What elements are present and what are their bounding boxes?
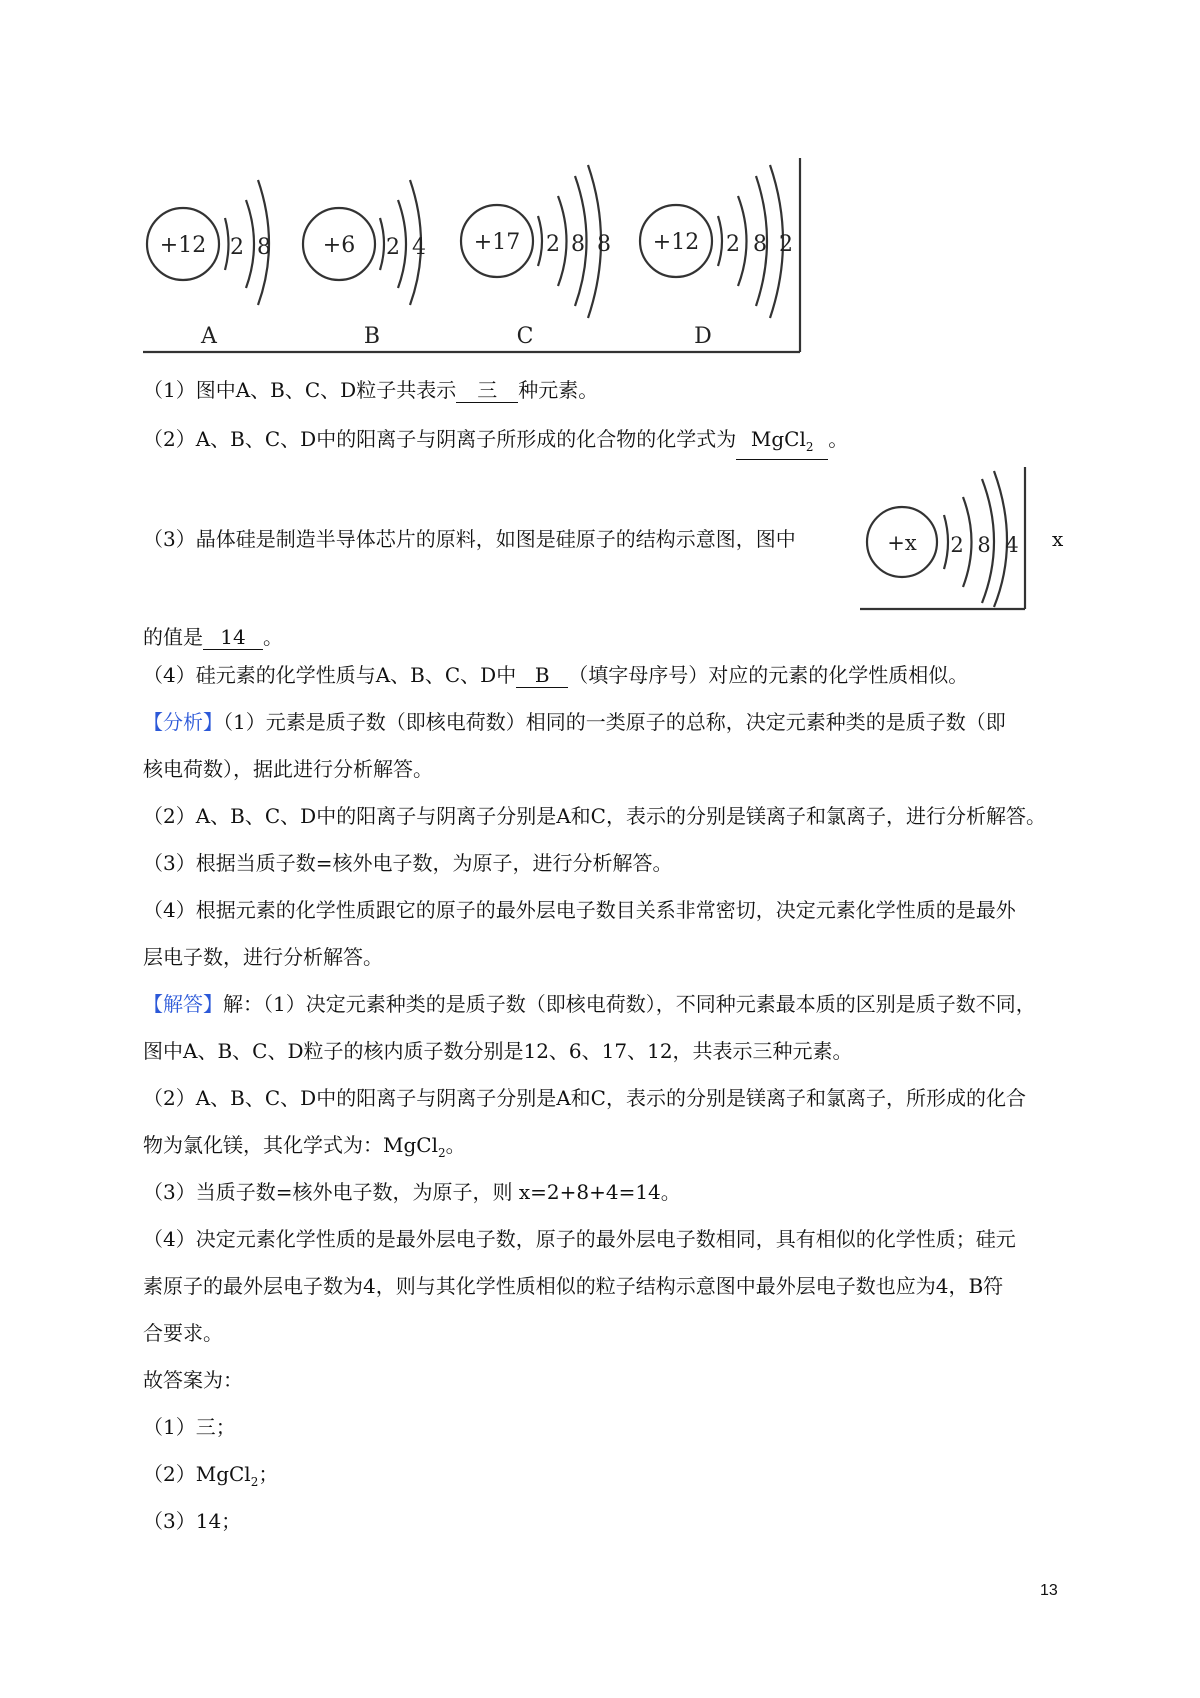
analysis-tag: 【分析】 — [143, 710, 223, 734]
atom-d-nucleus-label: +12 — [652, 230, 700, 255]
answer-blank-2: MgCl$_2$ — [736, 427, 828, 460]
atom-a-shell-2: 8 — [257, 235, 271, 260]
atom-d-shell-1: 2 — [726, 232, 740, 257]
silicon-shell-1: 2 — [950, 533, 964, 557]
atom-d-shell-2: 8 — [753, 232, 767, 257]
final-answer-3: （3）14； — [143, 1509, 242, 1533]
atom-a-label: A — [201, 324, 217, 349]
atomic-structure-figure — [0, 0, 1200, 360]
analysis-line-2: 核电荷数），据此进行分析解答。 — [143, 757, 433, 781]
atom-c-shell-3: 8 — [597, 232, 611, 257]
atom-d-label: D — [694, 324, 712, 349]
final-answer-1: （1）三； — [143, 1415, 236, 1439]
atom-c-shell-1: 2 — [546, 232, 560, 257]
atom-a-nucleus-label: +12 — [159, 233, 207, 258]
analysis-line-6: 层电子数，进行分析解答。 — [143, 945, 383, 969]
solution-line-4: 物为氯化镁，其化学式为：MgCl$_2$。 — [143, 1133, 466, 1160]
atom-a-shell-1: 2 — [230, 235, 244, 260]
answer-blank-1: 三 — [456, 378, 518, 403]
atom-b-label: B — [363, 324, 381, 349]
atom-c-nucleus-label: +17 — [473, 230, 521, 255]
atom-b-shell-1: 2 — [386, 235, 400, 260]
silicon-atom-figure — [860, 465, 1040, 613]
solution-line-3: （2）A、B、C、D中的阳离子与阴离子分别是A和C，表示的分别是镁离子和氯离子，所形成的化合 — [143, 1086, 1026, 1110]
solution-line-7: 素原子的最外层电子数为4，则与其化学性质相似的粒子结构示意图中最外层电子数也应为4，B符 — [143, 1274, 1004, 1298]
analysis-line-3: （2）A、B、C、D中的阳离子与阴离子分别是A和C，表示的分别是镁离子和氯离子，进行分析解答。 — [143, 804, 1046, 828]
analysis-line-4: （3）根据当质子数=核外电子数，为原子，进行分析解答。 — [143, 851, 673, 875]
question-3-continued: 的值是 14 。 — [143, 625, 283, 649]
atom-c-shell-2: 8 — [571, 232, 585, 257]
question-3-variable: x — [1052, 527, 1064, 551]
silicon-shell-2: 8 — [977, 533, 991, 557]
final-heading: 故答案为： — [143, 1368, 243, 1392]
analysis-line-1: 【分析】（1）元素是质子数（即核电荷数）相同的一类原子的总称，决定元素种类的是质子数（即 — [143, 710, 1006, 734]
atom-c-label: C — [516, 324, 534, 349]
solution-line-8: 合要求。 — [143, 1321, 223, 1345]
solution-tag: 【解答】 — [143, 992, 223, 1016]
solution-line-2: 图中A、B、C、D粒子的核内质子数分别是12、6、17、12，共表示三种元素。 — [143, 1039, 853, 1063]
answer-blank-4: B — [516, 663, 568, 688]
solution-line-5: （3）当质子数=核外电子数，为原子，则 x=2+8+4=14。 — [143, 1180, 681, 1204]
silicon-nucleus-label: +x — [887, 531, 917, 555]
answer-blank-3: 14 — [203, 625, 263, 650]
atom-d-shell-3: 2 — [779, 232, 793, 257]
page-number: 13 — [1040, 1582, 1058, 1599]
silicon-shell-3: 4 — [1005, 533, 1019, 557]
question-4: （4）硅元素的化学性质与A、B、C、D中 B （填字母序号）对应的元素的化学性质相似。 — [143, 663, 969, 687]
question-2: （2）A、B、C、D中的阳离子与阴离子所形成的化合物的化学式为 MgCl$_2$ 。 — [143, 424, 848, 460]
solution-line-6: （4）决定元素化学性质的是最外层电子数，原子的最外层电子数相同，具有相似的化学性质；硅元 — [143, 1227, 1016, 1251]
question-3: （3）晶体硅是制造半导体芯片的原料，如图是硅原子的结构示意图，图中 — [143, 527, 796, 551]
question-1: （1）图中A、B、C、D粒子共表示 三 种元素。 — [143, 378, 599, 402]
atom-b-nucleus-label: +6 — [322, 233, 356, 258]
solution-line-1: 【解答】解：（1）决定元素种类的是质子数（即核电荷数），不同种元素最本质的区别是质子数不同， — [143, 992, 1036, 1016]
analysis-line-5: （4）根据元素的化学性质跟它的原子的最外层电子数目关系非常密切，决定元素化学性质的是最外 — [143, 898, 1016, 922]
atom-b-shell-2: 4 — [412, 235, 426, 260]
final-answer-2: （2）MgCl$_2$； — [143, 1462, 279, 1489]
